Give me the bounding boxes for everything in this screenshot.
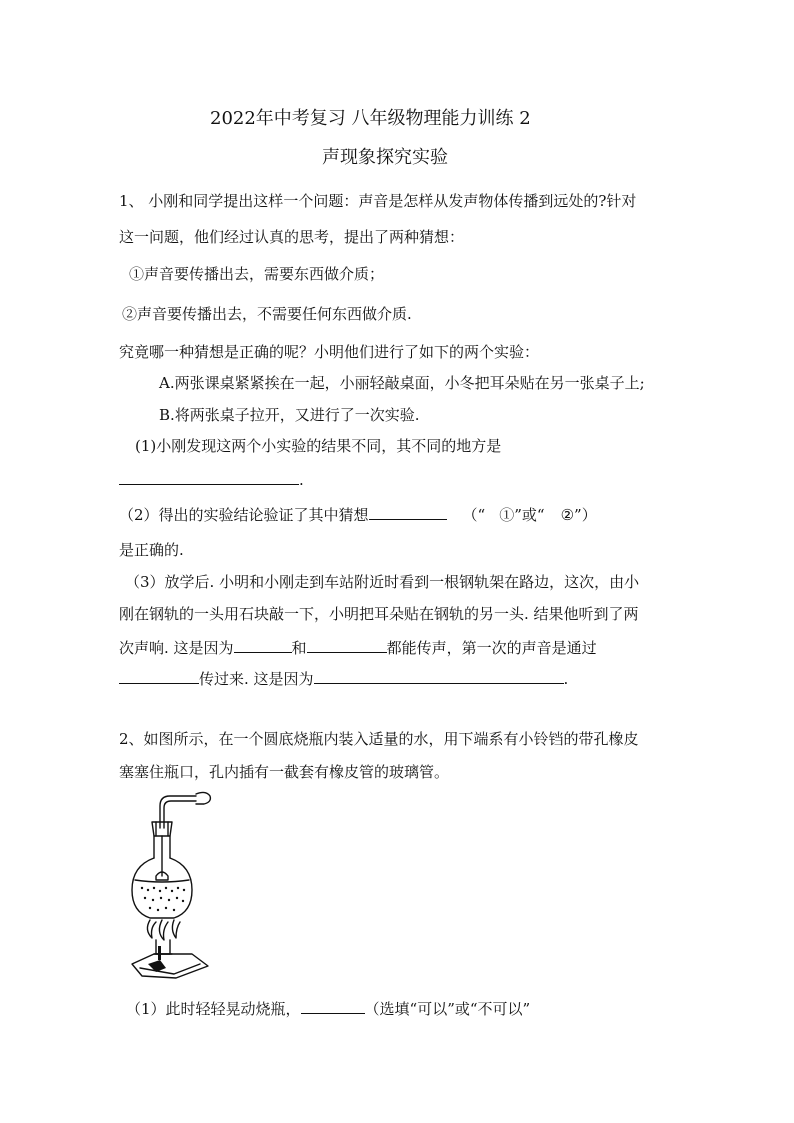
- option-2: ②: [560, 506, 575, 524]
- answer-blank[interactable]: [119, 667, 199, 684]
- q1-sub3-line1: （3）放学后. 小明和小刚走到车站附近时看到一根钢轨架在路边，这次，由小: [125, 573, 640, 591]
- q1-sub2-line2: 是正确的.: [119, 541, 184, 559]
- q2-sub1: （1）此时轻轻晃动烧瓶， （选填“可以”或“不可以”: [126, 997, 530, 1019]
- rubber-stopper: [152, 822, 172, 836]
- q1-sub3-line2: 刚在钢轨的一头用石块敲一下，小明把耳朵贴在钢轨的另一头. 结果他听到了两: [119, 605, 639, 623]
- answer-blank[interactable]: [301, 997, 365, 1014]
- q1-sub3-line3: 次声响. 这是因为 和 都能传声，第一次的声音是通过: [119, 636, 597, 658]
- page-title: 2022年中考复习 八年级物理能力训练 2: [210, 108, 531, 129]
- q1-experiment-b: B.将两张桌子拉开，又进行了一次实验.: [159, 406, 420, 424]
- flask-bell-figure: [126, 788, 218, 984]
- q1-sub3-line4: 传过来. 这是因为 .: [119, 667, 568, 689]
- q1-sub2: （2）得出的实验结论验证了其中猜想 （“ ①”或“ ②”）: [119, 503, 597, 525]
- answer-blank[interactable]: [314, 667, 564, 684]
- answer-blank[interactable]: [307, 636, 387, 653]
- q1-intro: 究竟哪一种猜想是正确的呢？小明他们进行了如下的两个实验：: [119, 343, 540, 361]
- q1-guess2: ②声音要传播出去，不需要任何东西做介质.: [122, 305, 412, 323]
- rubber-hose: [196, 792, 210, 804]
- q1-sub1-answer-line: .: [119, 468, 304, 490]
- answer-blank[interactable]: [369, 503, 447, 520]
- option-1: ①: [499, 506, 515, 524]
- q1-line1: 1、 小刚和同学提出这样一个问题：声音是怎样从发声物体传播到远处的?针对: [119, 192, 637, 210]
- q1-sub1: (1)小刚发现这两个小实验的结果不同，其不同的地方是: [135, 437, 502, 455]
- q2-line1: 2、如图所示，在一个圆底烧瓶内装入适量的水，用下端系有小铃铛的带孔橡皮: [119, 730, 639, 748]
- q1-line2: 这一问题，他们经过认真的思考，提出了两种猜想：: [119, 228, 465, 246]
- answer-blank[interactable]: [119, 468, 299, 485]
- q2-line2: 塞塞住瓶口，孔内插有一截套有橡皮管的玻璃管。: [119, 763, 450, 781]
- q1-guess1: ①声音要传播出去，需要东西做介质；: [129, 265, 385, 283]
- answer-blank[interactable]: [234, 636, 292, 653]
- page-subtitle: 声现象探究实验: [322, 147, 448, 168]
- wick: [158, 946, 161, 960]
- q1-experiment-a: A.两张课桌紧紧挨在一起，小丽轻敲桌面，小冬把耳朵贴在另一张桌子上;: [159, 374, 645, 392]
